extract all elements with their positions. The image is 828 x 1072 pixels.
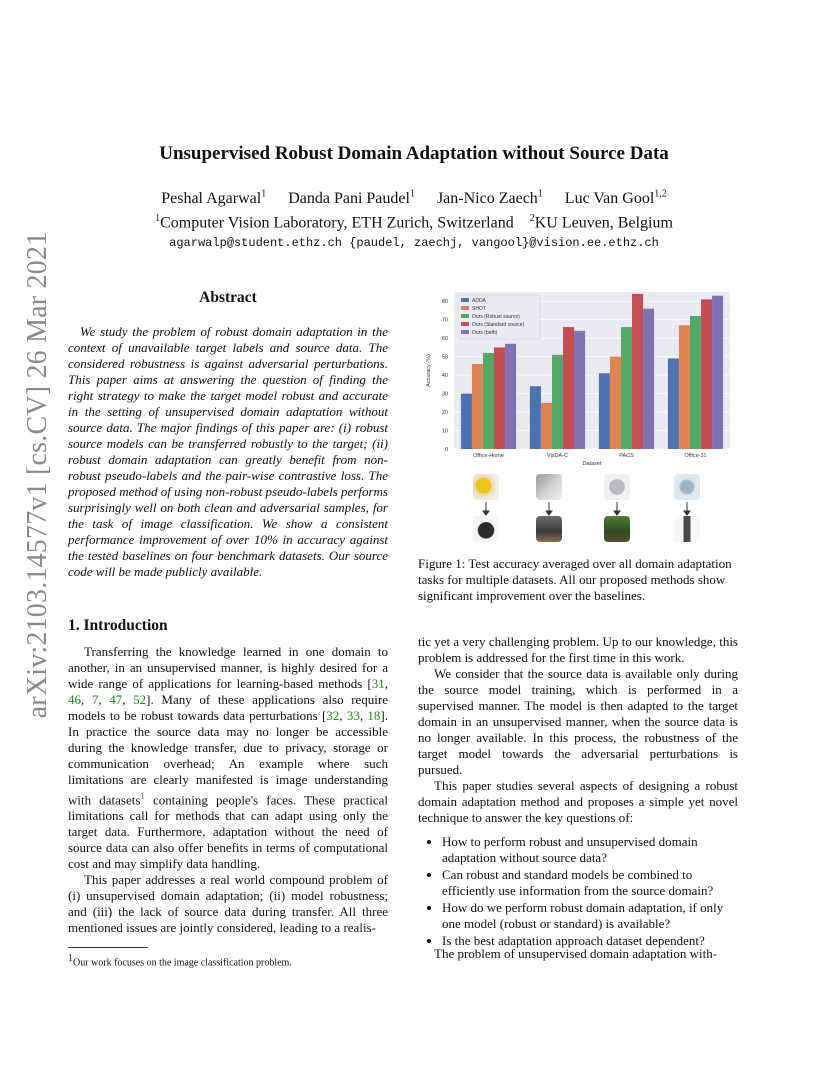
arxiv-id: arXiv:2103.14577v1 [cs.CV] 26 Mar 2021 [22,231,53,719]
right-column-text [418,634,738,950]
affiliations: $^1$Computer Vision Laboratory, ETH Zurich, Switzerland $^2$KU Leuven, Belgium [155,213,673,232]
citation-link[interactable]: 46 [68,692,81,707]
bar-ours-robust-source [552,355,563,449]
bar-ours-both [574,331,585,449]
x-axis-label: Dataset [582,461,602,467]
footnote-divider [68,947,148,948]
abstract-heading: Abstract [199,289,257,306]
question-list [418,834,738,949]
paper-title: Unsupervised Robust Domain Adaptation without Source Data [159,143,669,164]
legend-swatch [461,298,469,302]
bar-adda [530,386,541,449]
intro-paragraph: This paper addresses a real world compound problem of (i) unsupervised domain adaptation; (ii) model robustness; and (iii) the lack of source data during transfer. All three mentioned issues are jointly considered, leading to a realis- [68,872,388,936]
bar-shot [472,364,483,449]
bar-ours-both [643,309,654,449]
legend-label: Ours (Robust source) [472,314,520,320]
y-tick-label: 80 [441,299,448,306]
author: Danda Pani Paudel$^1$ [288,189,415,208]
author: Peshal Agarwal$^1$ [161,189,267,208]
author: Jan-Nico Zaech$^1$ [436,189,543,208]
legend-label: SHOT [472,306,486,312]
legend-label: ADDA [472,298,486,304]
figure-example-images [418,474,738,550]
bar-shot [610,357,621,449]
citation-link[interactable]: 31 [371,676,385,691]
y-tick-label: 50 [441,354,448,361]
x-tick-label: Office-Home [473,453,504,459]
y-tick-label: 70 [441,317,448,324]
citation-link[interactable]: 32 [326,708,340,723]
list-item: • Can robust and standard models be combined to efficiently use information from the source domain? [442,867,738,899]
bar-shot [679,325,690,449]
x-tick-label: PACS [619,453,634,459]
introduction-text [68,644,388,936]
paragraph: tic yet a very challenging problem. Up to our knowledge, this problem is addressed for the first time in this work. [418,634,738,665]
bar-adda [461,394,472,449]
accuracy-bar-chart [418,284,738,474]
bar-ours-standard-source [563,327,574,449]
bar-adda [599,373,610,449]
author-emails: agarwalp@student.ethz.ch {paudel, zaechj, vangool}@vision.ee.ethz.ch [169,236,659,250]
bar-ours-both [505,344,516,449]
bar-ours-standard-source [494,347,505,449]
bar-ours-both [712,296,723,449]
bar-shot [541,403,552,449]
bar-ours-standard-source [701,299,712,449]
citation-link[interactable]: 18 [367,708,381,723]
bar-ours-standard-source [632,294,643,449]
citation-link[interactable]: 7 [91,692,99,707]
y-axis-label: Accuracy (%) [426,354,432,387]
paragraph: We consider that the source data is available only during the source model training, which is performed in a supervised manner. The model is then adapted to the target domain in an unsupervised manner, when the source data is no longer available. In this process, the robustness of the target model towards the adversarial perturbations is pursued. [418,666,738,777]
bar-adda [668,358,679,449]
intro-paragraph: Transferring the knowledge learned in one domain to another, in an unsupervised manner, is highly desired for a wide range of applications for learning-based methods [31, 46, 7, 47, 52]. Many of these applications also require models to be robust towards data perturbations [32, 33, 18]. In practice the source data may no longer be accessible during the knowledge transfer, due to privacy, storage or communication overhead; An example where such limitations are clearly manifested is image understanding with datasets$^1$ containing people's faces. These practical limitations call for methods that can adapt using only the target data. Furthermore, adaptation without the need of source data can also offer benefits in terms of computational cost and may simplify data handling. [68,644,389,872]
paragraph: The problem of unsupervised domain adaptation with- [434,946,718,961]
author: Luc Van Gool$^{1,2}$ [564,189,667,208]
footnote: $^1$Our work focuses on the image classification problem. [68,953,292,969]
list-item: • Is the best adaptation approach dataset dependent? [442,933,738,949]
paragraph: This paper studies several aspects of designing a robust domain adaptation method and proposes a simple yet novel technique to answer the key questions of: [418,778,738,825]
author-list [0,189,828,208]
arxiv-stamp [18,231,58,719]
citation-link[interactable]: 52 [133,692,147,707]
legend-swatch [461,314,469,318]
list-item: • How to perform robust and unsupervised domain adaptation without source data? [442,834,738,866]
figure-arrows [418,474,738,550]
y-tick-label: 30 [441,391,448,398]
y-tick-label: 10 [441,428,448,435]
y-tick-label: 0 [444,447,448,453]
y-tick-label: 40 [441,373,448,380]
x-tick-label: VisDA-C [547,453,568,459]
legend-swatch [461,330,469,334]
y-tick-label: 60 [441,336,448,343]
footnote-link[interactable]: 1 [140,791,145,801]
bar-ours-robust-source [483,353,494,449]
legend-label: Ours (Standard source) [472,322,525,328]
figure-caption: Figure 1: Test accuracy averaged over all domain adaptation tasks for multiple datasets. All our proposed methods show significant improvement over the baselines. [418,556,732,603]
bar-ours-robust-source [690,316,701,449]
y-tick-label: 20 [441,410,448,417]
bar-ours-robust-source [621,327,632,449]
legend-swatch [461,306,469,310]
list-item: • How do we perform robust domain adaptation, if only one model (robust or standard) is available? [442,900,738,932]
abstract-text: We study the problem of robust domain adaptation in the context of unavailable target labels and source data. The considered robustness is against adversarial perturbations. This paper aims at answering the question of finding the right strategy to make the target model robust and accurate in the setting of unsupervised domain adaptation without source data. The major findings of this paper are: (i) robust source models can be transferred robustly to the target; (ii) robust domain adaptation can greatly benefit from non-robust pseudo-labels and the pair-wise contrastive loss. The proposed method of using non-robust pseudo-labels performs surprisingly well on both clean and adversarial samples, for the task of image classification. We show a consistent performance improvement of over 10% in accuracy against the tested baselines on four benchmark datasets. Our source code will be made publicly available. [68,324,388,579]
section-heading-introduction: 1. Introduction [68,617,168,634]
legend-label: Ours (both) [472,330,498,336]
legend-swatch [461,322,469,326]
x-tick-label: Office-31 [684,453,707,459]
citation-link[interactable]: 47 [109,692,123,707]
citation-link[interactable]: 33 [346,708,360,723]
